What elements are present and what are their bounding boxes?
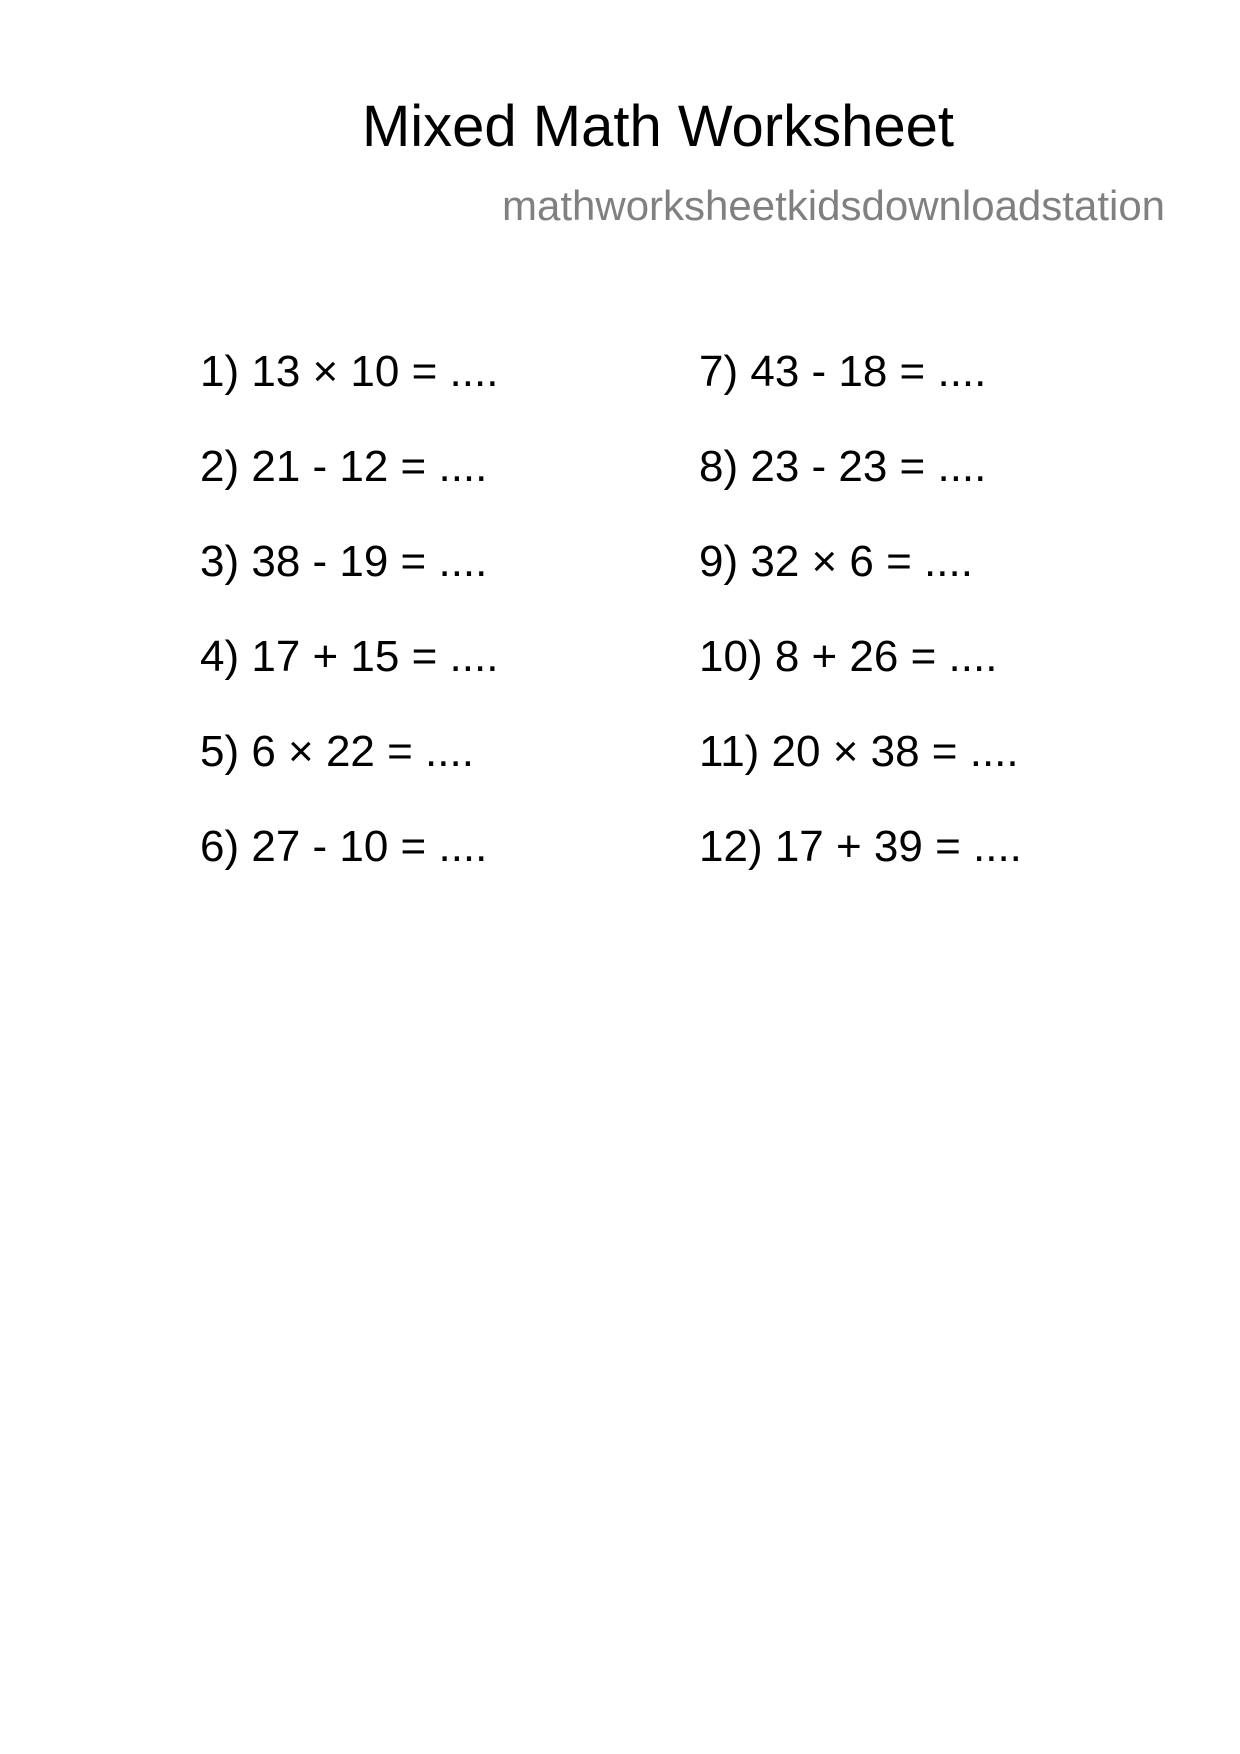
problem-7: 7) 43 - 18 = ....: [699, 347, 987, 396]
problem-3: 3) 38 - 19 = ....: [200, 537, 488, 586]
problem-5: 5) 6 × 22 = ....: [200, 727, 474, 776]
problem-4: 4) 17 + 15 = ....: [200, 632, 499, 681]
problem-12: 12) 17 + 39 = ....: [699, 822, 1022, 871]
page-title: Mixed Math Worksheet: [361, 94, 955, 159]
problem-2: 2) 21 - 12 = ....: [200, 442, 488, 491]
problems-column-right: [699, 347, 1159, 920]
problem-1: 1) 13 × 10 = ....: [200, 347, 499, 396]
problems-column-left: [200, 347, 660, 920]
problem-10: 10) 8 + 26 = ....: [699, 632, 998, 681]
problem-9: 9) 32 × 6 = ....: [699, 537, 973, 586]
page-subtitle: mathworksheetkidsdownloadstation: [502, 182, 1166, 229]
problem-6: 6) 27 - 10 = ....: [200, 822, 488, 871]
problem-8: 8) 23 - 23 = ....: [699, 442, 987, 491]
problem-11: 11) 20 × 38 = ....: [699, 727, 1019, 776]
